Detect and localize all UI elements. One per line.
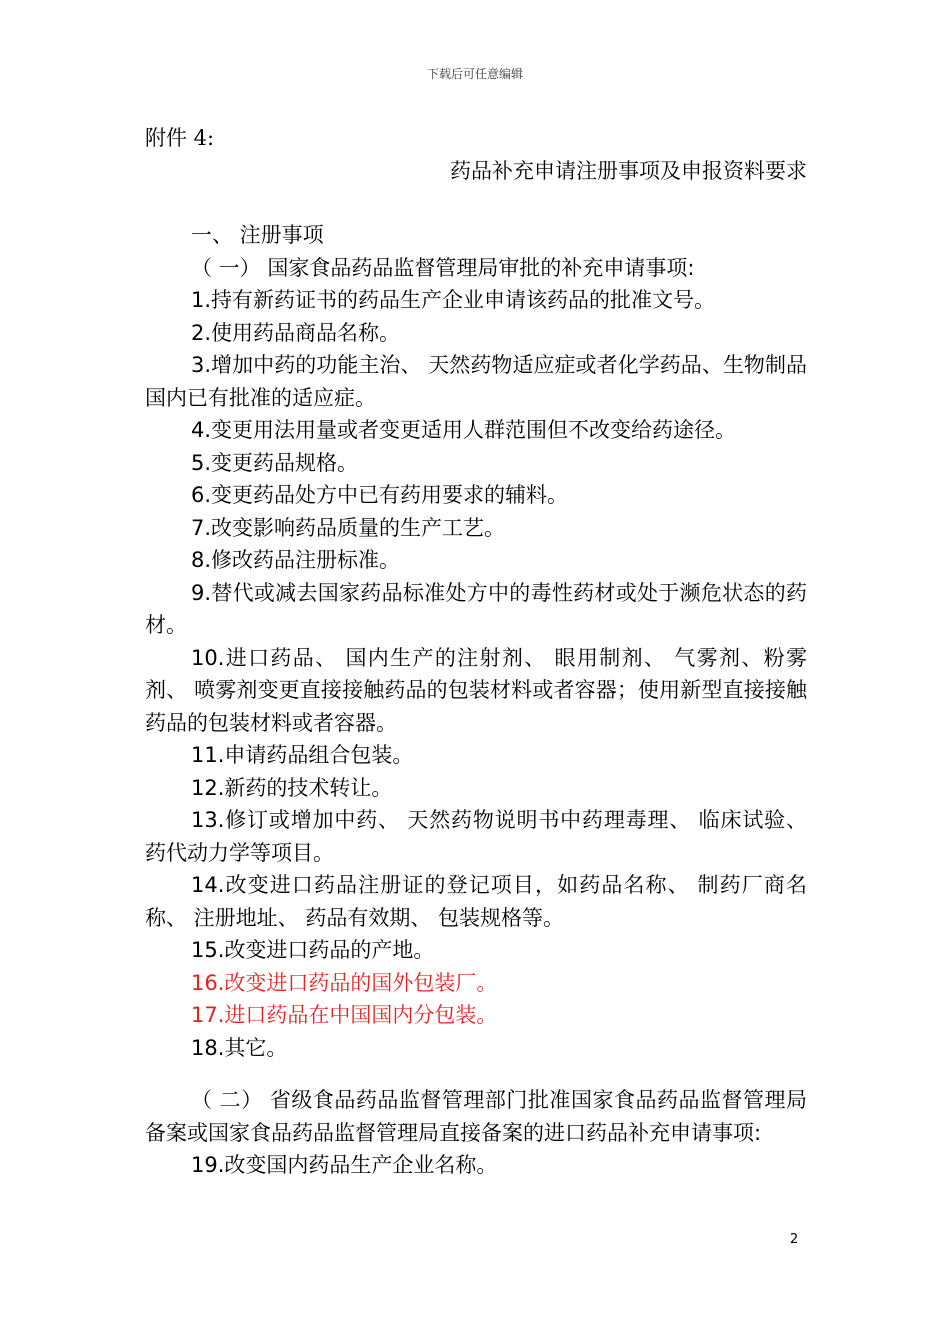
- list-item: 16.改变进口药品的国外包装厂。: [191, 970, 498, 995]
- list-item: 15.改变进口药品的产地。: [191, 938, 435, 962]
- list-item: 3.增加中药的功能主治、 天然药物适应症或者化学药品、生物制品国内已有批准的适应症。: [145, 353, 807, 410]
- spacer: [145, 187, 807, 219]
- list-item: 7.改变影响药品质量的生产工艺。: [191, 515, 506, 540]
- list-item: 10.进口药品、 国内生产的注射剂、 眼用制剂、 气雾剂、粉雾剂、 喷雾剂变更直接接触药品的包装材料或者容器；使用新型直接接触药品的包装材料或者容器。: [145, 645, 807, 735]
- spacer: [145, 1064, 807, 1084]
- page-number: 2: [790, 1232, 799, 1247]
- document-body: [145, 122, 807, 1182]
- list-item: 4.变更用法用量或者变更适用人群范围但不改变给药途径。: [191, 418, 737, 442]
- list-item: 19.改变国内药品生产企业名称。: [191, 1153, 498, 1177]
- subsection-heading-2: （ 二） 省级食品药品监督管理部门批准国家食品药品监督管理局备案或国家食品药品监督管理局直接备案的进口药品补充申请事项:: [145, 1088, 807, 1145]
- document-title: 药品补充申请注册事项及申报资料要求: [450, 158, 807, 183]
- items-list: [145, 284, 807, 1064]
- list-item: 14.改变进口药品注册证的登记项目，如药品名称、 制药厂商名称、 注册地址、 药品有效期、 包装规格等。: [145, 873, 807, 930]
- list-item: 18.其它。: [191, 1035, 288, 1060]
- list-item: 2.使用药品商品名称。: [191, 320, 401, 345]
- list-item: 5.变更药品规格。: [191, 450, 359, 475]
- page-header: 下载后可任意编辑: [426, 67, 523, 81]
- attachment-label: 附件 4:: [145, 126, 215, 150]
- list-item: 1.持有新药证书的药品生产企业申请该药品的批准文号。: [191, 288, 716, 312]
- subsection-heading-1: （ 一） 国家食品药品监督管理局审批的补充申请事项:: [191, 255, 695, 280]
- list-item: 11.申请药品组合包装。: [191, 743, 414, 767]
- list-item: 9.替代或减去国家药品标准处方中的毒性药材或处于濒危状态的药材。: [145, 580, 807, 637]
- list-item: 12.新药的技术转让。: [191, 775, 393, 800]
- list-item: 6.变更药品处方中已有药用要求的辅料。: [191, 483, 569, 507]
- list-item: 8.修改药品注册标准。: [191, 548, 401, 572]
- section-heading-registration: 一、 注册事项: [191, 223, 324, 247]
- list-item: 17.进口药品在中国国内分包装。: [191, 1003, 498, 1027]
- list-item: 13.修订或增加中药、 天然药物说明书中药理毒理、 临床试验、 药代动力学等项目。: [145, 808, 807, 865]
